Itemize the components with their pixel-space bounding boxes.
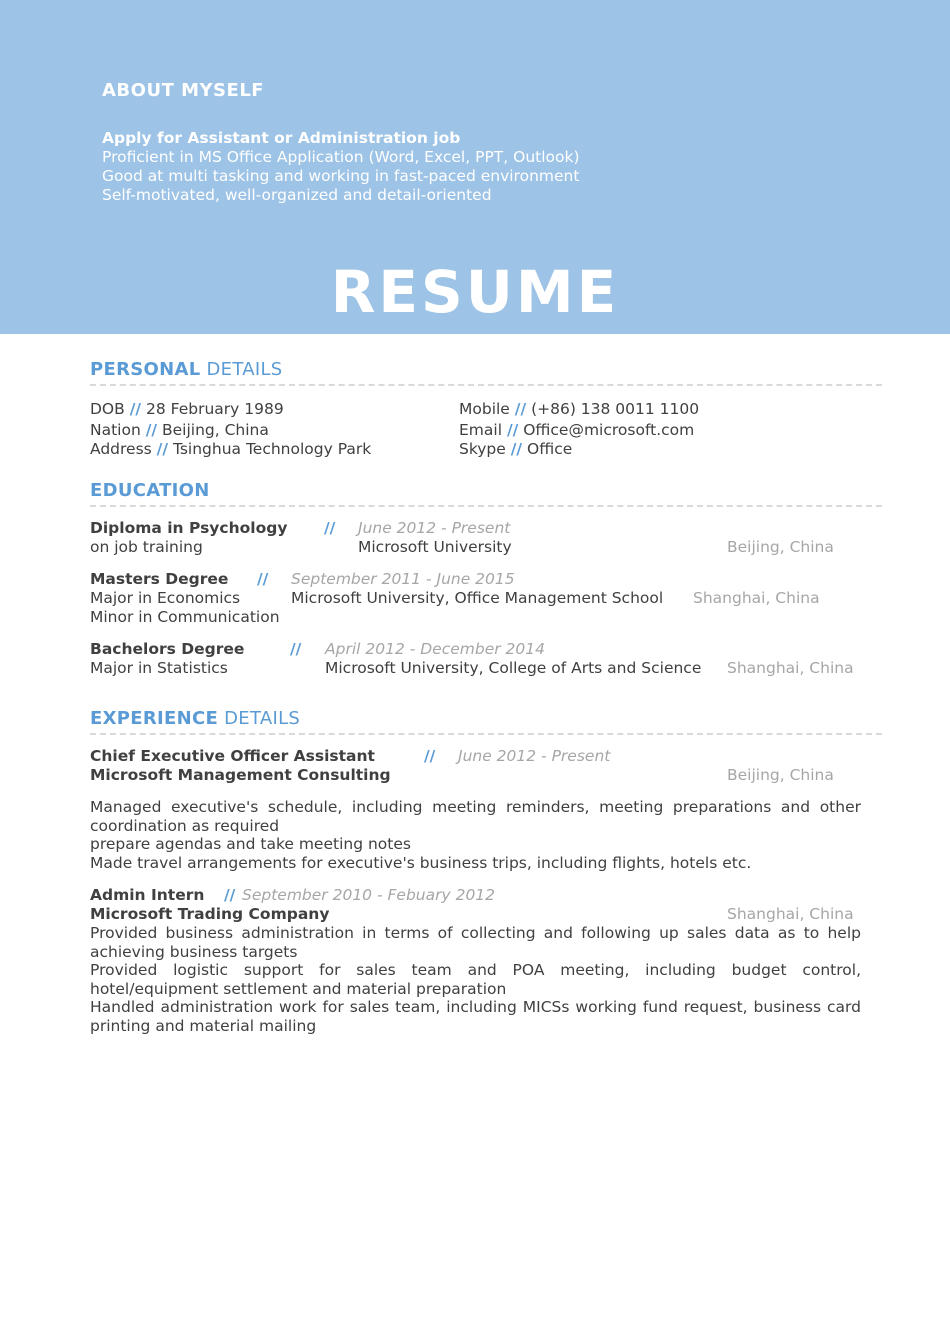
education-heading <box>90 480 882 507</box>
education-date: June 2012 - Present <box>358 519 511 537</box>
skype-label: Skype <box>459 440 506 458</box>
separator: // <box>156 440 168 458</box>
job-duty: Provided business administration in terms of collecting and following up sales data as to help achieving business targets <box>90 924 861 961</box>
mobile-label: Mobile <box>459 400 510 418</box>
separator: // <box>257 570 269 588</box>
job-company: Microsoft Management Consulting <box>90 766 391 784</box>
education-school: Microsoft University, Office Management School <box>291 589 664 607</box>
skype-value: Office <box>527 440 573 458</box>
experience-heading-bold: EXPERIENCE <box>90 708 219 729</box>
education-detail: on job training <box>90 538 203 556</box>
email-label: Email <box>459 421 503 439</box>
separator: // <box>145 421 158 439</box>
education-degree: Diploma in Psychology <box>90 519 288 537</box>
job-title: Admin Intern <box>90 886 205 904</box>
job-company: Microsoft Trading Company <box>90 905 330 923</box>
separator: // <box>224 886 236 904</box>
about-lead: Apply for Assistant or Administration job <box>102 129 461 147</box>
job-location: Beijing, China <box>727 766 834 784</box>
education-detail: Minor in Communication <box>90 608 280 626</box>
job-duty: Managed executive's schedule, including meeting reminders, meeting preparations and other coordination as required <box>90 798 861 835</box>
nation-row <box>90 421 269 439</box>
email-row <box>459 421 694 439</box>
job-duty: Made travel arrangements for executive's business trips, including flights, hotels etc. <box>90 853 752 872</box>
about-heading: ABOUT MYSELF <box>102 80 265 101</box>
separator: // <box>424 747 436 765</box>
personal-heading-light: DETAILS <box>206 359 283 380</box>
separator: // <box>324 519 336 537</box>
education-date: September 2011 - June 2015 <box>291 570 515 588</box>
separator: // <box>510 440 523 458</box>
personal-heading-bold: PERSONAL <box>90 359 201 380</box>
education-degree: Masters Degree <box>90 570 229 588</box>
dob-row <box>90 400 284 418</box>
education-location: Shanghai, China <box>693 589 820 607</box>
job-duty: Handled administration work for sales team, including MICSs working fund request, business card printing and material mailing <box>90 998 861 1035</box>
about-line: Self-motivated, well-organized and detail-oriented <box>102 186 492 204</box>
mobile-value: (+86) 138 0011 1100 <box>531 400 700 418</box>
education-detail: Major in Statistics <box>90 659 228 677</box>
job-duties <box>90 924 861 1036</box>
skype-row <box>459 440 572 458</box>
about-line: Good at multi tasking and working in fast-paced environment <box>102 167 580 185</box>
separator: // <box>290 640 302 658</box>
address-row <box>90 440 371 458</box>
dob-label: DOB <box>90 400 125 418</box>
experience-heading <box>90 708 882 735</box>
experience-heading-light: DETAILS <box>224 708 301 729</box>
education-school: Microsoft University, College of Arts and Science <box>325 659 702 677</box>
about-line: Proficient in MS Office Application (Word, Excel, PPT, Outlook) <box>102 148 580 166</box>
education-degree: Bachelors Degree <box>90 640 245 658</box>
personal-heading <box>90 359 882 386</box>
separator: // <box>514 400 527 418</box>
job-duty: prepare agendas and take meeting notes <box>90 835 411 854</box>
job-date: September 2010 - Febuary 2012 <box>242 886 496 904</box>
nation-label: Nation <box>90 421 141 439</box>
education-location: Beijing, China <box>727 538 834 556</box>
address-value: Tsinghua Technology Park <box>172 440 372 458</box>
job-title: Chief Executive Officer Assistant <box>90 747 375 765</box>
job-duty: Provided logistic support for sales team and POA meeting, including budget control, hotel/equipment settlement and material preparation <box>90 961 861 998</box>
job-date: June 2012 - Present <box>458 747 611 765</box>
education-heading-bold: EDUCATION <box>90 480 210 501</box>
education-school: Microsoft University <box>358 538 512 556</box>
nation-value: Beijing, China <box>162 421 269 439</box>
education-date: April 2012 - December 2014 <box>325 640 545 658</box>
about-summary <box>102 129 580 205</box>
resume-title: RESUME <box>330 258 620 326</box>
education-location: Shanghai, China <box>727 659 854 677</box>
separator: // <box>129 400 142 418</box>
mobile-row <box>459 400 699 418</box>
education-detail: Major in Economics <box>90 589 241 607</box>
dob-value: 28 February 1989 <box>145 400 284 418</box>
job-duties <box>90 798 861 872</box>
separator: // <box>506 421 519 439</box>
email-value: Office@microsoft.com <box>523 421 695 439</box>
job-location: Shanghai, China <box>727 905 854 923</box>
address-label: Address <box>90 440 152 458</box>
